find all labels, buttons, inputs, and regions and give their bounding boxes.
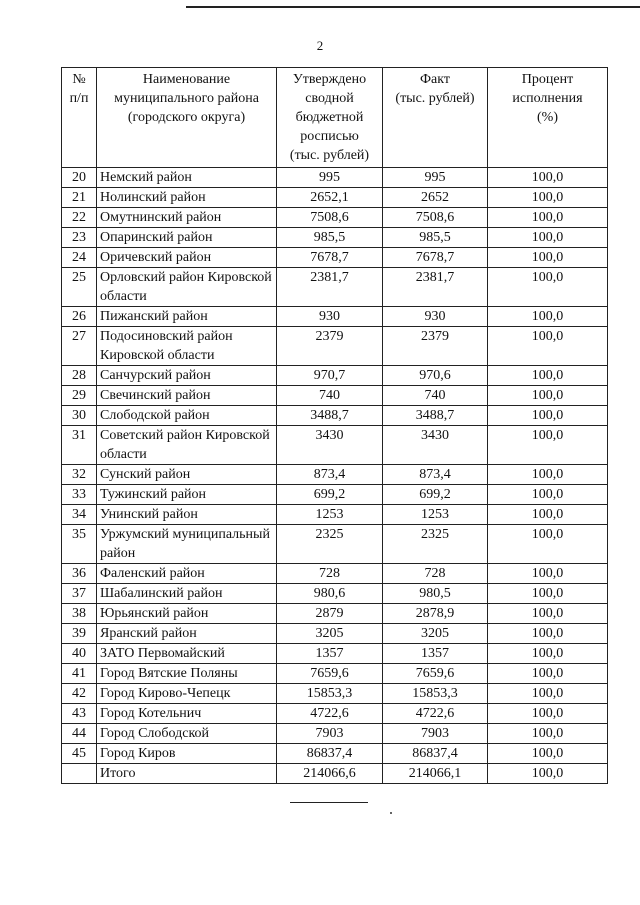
total-row (62, 764, 608, 784)
row-approved: 2325 (277, 525, 383, 564)
table-row (62, 485, 608, 505)
end-rule (290, 802, 368, 803)
row-percent: 100,0 (488, 268, 608, 307)
table-row (62, 426, 608, 465)
row-number: 22 (62, 208, 97, 228)
row-approved: 3430 (277, 426, 383, 465)
row-number: 23 (62, 228, 97, 248)
row-number: 38 (62, 604, 97, 624)
row-fact: 970,6 (383, 366, 488, 386)
row-number: 34 (62, 505, 97, 525)
table-row (62, 644, 608, 664)
row-name: Подосиновский район Кировской области (97, 327, 277, 366)
row-name: Фаленский район (97, 564, 277, 584)
header-approved: Утверждено сводной бюджетной росписью (тыс. рублей) (277, 68, 383, 168)
row-percent: 100,0 (488, 228, 608, 248)
row-number: 28 (62, 366, 97, 386)
row-number: 43 (62, 704, 97, 724)
row-name: Город Вятские Поляны (97, 664, 277, 684)
row-name: Город Кирово-Чепецк (97, 684, 277, 704)
row-name: Опаринский район (97, 228, 277, 248)
row-name: Уржумский муниципальный район (97, 525, 277, 564)
row-number: 40 (62, 644, 97, 664)
row-approved: 3488,7 (277, 406, 383, 426)
row-name: Город Киров (97, 744, 277, 764)
row-fact: 1357 (383, 644, 488, 664)
row-number: 21 (62, 188, 97, 208)
row-fact: 7903 (383, 724, 488, 744)
row-fact: 1253 (383, 505, 488, 525)
row-percent: 100,0 (488, 426, 608, 465)
row-name: Город Котельнич (97, 704, 277, 724)
table-row (62, 684, 608, 704)
row-name: Сунский район (97, 465, 277, 485)
row-number: 26 (62, 307, 97, 327)
row-percent: 100,0 (488, 505, 608, 525)
row-name: Унинский район (97, 505, 277, 525)
table-row (62, 366, 608, 386)
row-name: Слободской район (97, 406, 277, 426)
row-number: 20 (62, 168, 97, 188)
row-name: Пижанский район (97, 307, 277, 327)
row-name: Тужинский район (97, 485, 277, 505)
row-approved: 699,2 (277, 485, 383, 505)
row-name: Оричевский район (97, 248, 277, 268)
row-approved: 930 (277, 307, 383, 327)
table-row (62, 208, 608, 228)
row-approved: 86837,4 (277, 744, 383, 764)
table-row (62, 604, 608, 624)
row-percent: 100,0 (488, 684, 608, 704)
row-number (62, 764, 97, 784)
row-percent: 100,0 (488, 386, 608, 406)
row-number: 24 (62, 248, 97, 268)
table-row (62, 505, 608, 525)
row-percent: 100,0 (488, 248, 608, 268)
table-row (62, 268, 608, 307)
row-approved: 970,7 (277, 366, 383, 386)
row-approved: 728 (277, 564, 383, 584)
row-approved: 1357 (277, 644, 383, 664)
row-approved: 7903 (277, 724, 383, 744)
row-percent: 100,0 (488, 327, 608, 366)
row-percent: 100,0 (488, 564, 608, 584)
row-name: Свечинский район (97, 386, 277, 406)
table-row (62, 406, 608, 426)
row-number: 25 (62, 268, 97, 307)
row-fact: 2878,9 (383, 604, 488, 624)
row-name: ЗАТО Первомайский (97, 644, 277, 664)
row-approved: 985,5 (277, 228, 383, 248)
row-number: 29 (62, 386, 97, 406)
row-number: 30 (62, 406, 97, 426)
row-fact: 728 (383, 564, 488, 584)
row-name: Немский район (97, 168, 277, 188)
table-row (62, 386, 608, 406)
row-fact: 980,5 (383, 584, 488, 604)
row-number: 27 (62, 327, 97, 366)
row-percent: 100,0 (488, 704, 608, 724)
row-fact: 3488,7 (383, 406, 488, 426)
table-row (62, 228, 608, 248)
row-number: 31 (62, 426, 97, 465)
row-number: 36 (62, 564, 97, 584)
row-name: Юрьянский район (97, 604, 277, 624)
row-number: 35 (62, 525, 97, 564)
row-fact: 7508,6 (383, 208, 488, 228)
row-approved: 7508,6 (277, 208, 383, 228)
row-fact: 3430 (383, 426, 488, 465)
row-fact: 214066,1 (383, 764, 488, 784)
row-fact: 873,4 (383, 465, 488, 485)
table-row (62, 704, 608, 724)
row-fact: 3205 (383, 624, 488, 644)
table-row (62, 248, 608, 268)
header-name: Наименование муниципального района (городского округа) (97, 68, 277, 168)
row-fact: 740 (383, 386, 488, 406)
table-row (62, 664, 608, 684)
header-percent: Процент исполнения (%) (488, 68, 608, 168)
table-row (62, 307, 608, 327)
top-rule (186, 6, 640, 8)
row-approved: 7678,7 (277, 248, 383, 268)
table-row (62, 724, 608, 744)
row-fact: 995 (383, 168, 488, 188)
row-fact: 2379 (383, 327, 488, 366)
row-fact: 930 (383, 307, 488, 327)
row-approved: 3205 (277, 624, 383, 644)
row-approved: 1253 (277, 505, 383, 525)
row-percent: 100,0 (488, 208, 608, 228)
row-percent: 100,0 (488, 366, 608, 386)
row-approved: 2652,1 (277, 188, 383, 208)
row-percent: 100,0 (488, 307, 608, 327)
row-approved: 214066,6 (277, 764, 383, 784)
row-fact: 4722,6 (383, 704, 488, 724)
row-number: 37 (62, 584, 97, 604)
row-name: Советский район Кировской области (97, 426, 277, 465)
row-approved: 873,4 (277, 465, 383, 485)
row-number: 33 (62, 485, 97, 505)
row-approved: 2379 (277, 327, 383, 366)
row-approved: 7659,6 (277, 664, 383, 684)
row-approved: 995 (277, 168, 383, 188)
header-row (62, 68, 608, 168)
row-approved: 740 (277, 386, 383, 406)
row-number: 39 (62, 624, 97, 644)
row-approved: 2381,7 (277, 268, 383, 307)
row-name: Итого (97, 764, 277, 784)
header-num: № п/п (62, 68, 97, 168)
row-name: Орловский район Кировской области (97, 268, 277, 307)
row-percent: 100,0 (488, 744, 608, 764)
row-approved: 980,6 (277, 584, 383, 604)
row-name: Нолинский район (97, 188, 277, 208)
row-percent: 100,0 (488, 168, 608, 188)
row-name: Яранский район (97, 624, 277, 644)
dot-mark (390, 812, 392, 814)
row-number: 45 (62, 744, 97, 764)
row-fact: 86837,4 (383, 744, 488, 764)
row-fact: 15853,3 (383, 684, 488, 704)
row-percent: 100,0 (488, 724, 608, 744)
table-row (62, 624, 608, 644)
row-number: 44 (62, 724, 97, 744)
row-fact: 2652 (383, 188, 488, 208)
table-row (62, 525, 608, 564)
row-number: 32 (62, 465, 97, 485)
table-row (62, 465, 608, 485)
row-percent: 100,0 (488, 604, 608, 624)
row-name: Город Слободской (97, 724, 277, 744)
page-number: 2 (316, 38, 324, 53)
row-percent: 100,0 (488, 624, 608, 644)
header-fact: Факт (тыс. рублей) (383, 68, 488, 168)
row-fact: 2325 (383, 525, 488, 564)
budget-table (61, 67, 608, 784)
row-percent: 100,0 (488, 485, 608, 505)
row-name: Омутнинский район (97, 208, 277, 228)
row-percent: 100,0 (488, 764, 608, 784)
row-percent: 100,0 (488, 584, 608, 604)
row-fact: 2381,7 (383, 268, 488, 307)
table-row (62, 327, 608, 366)
row-name: Санчурский район (97, 366, 277, 386)
row-fact: 985,5 (383, 228, 488, 248)
row-percent: 100,0 (488, 525, 608, 564)
table-row (62, 564, 608, 584)
row-fact: 699,2 (383, 485, 488, 505)
row-approved: 15853,3 (277, 684, 383, 704)
table-row (62, 188, 608, 208)
row-approved: 2879 (277, 604, 383, 624)
row-percent: 100,0 (488, 664, 608, 684)
table-row (62, 584, 608, 604)
table-row (62, 168, 608, 188)
row-percent: 100,0 (488, 406, 608, 426)
row-number: 41 (62, 664, 97, 684)
row-name: Шабалинский район (97, 584, 277, 604)
row-fact: 7678,7 (383, 248, 488, 268)
row-percent: 100,0 (488, 465, 608, 485)
row-fact: 7659,6 (383, 664, 488, 684)
row-percent: 100,0 (488, 188, 608, 208)
row-approved: 4722,6 (277, 704, 383, 724)
row-percent: 100,0 (488, 644, 608, 664)
table-row (62, 744, 608, 764)
row-number: 42 (62, 684, 97, 704)
